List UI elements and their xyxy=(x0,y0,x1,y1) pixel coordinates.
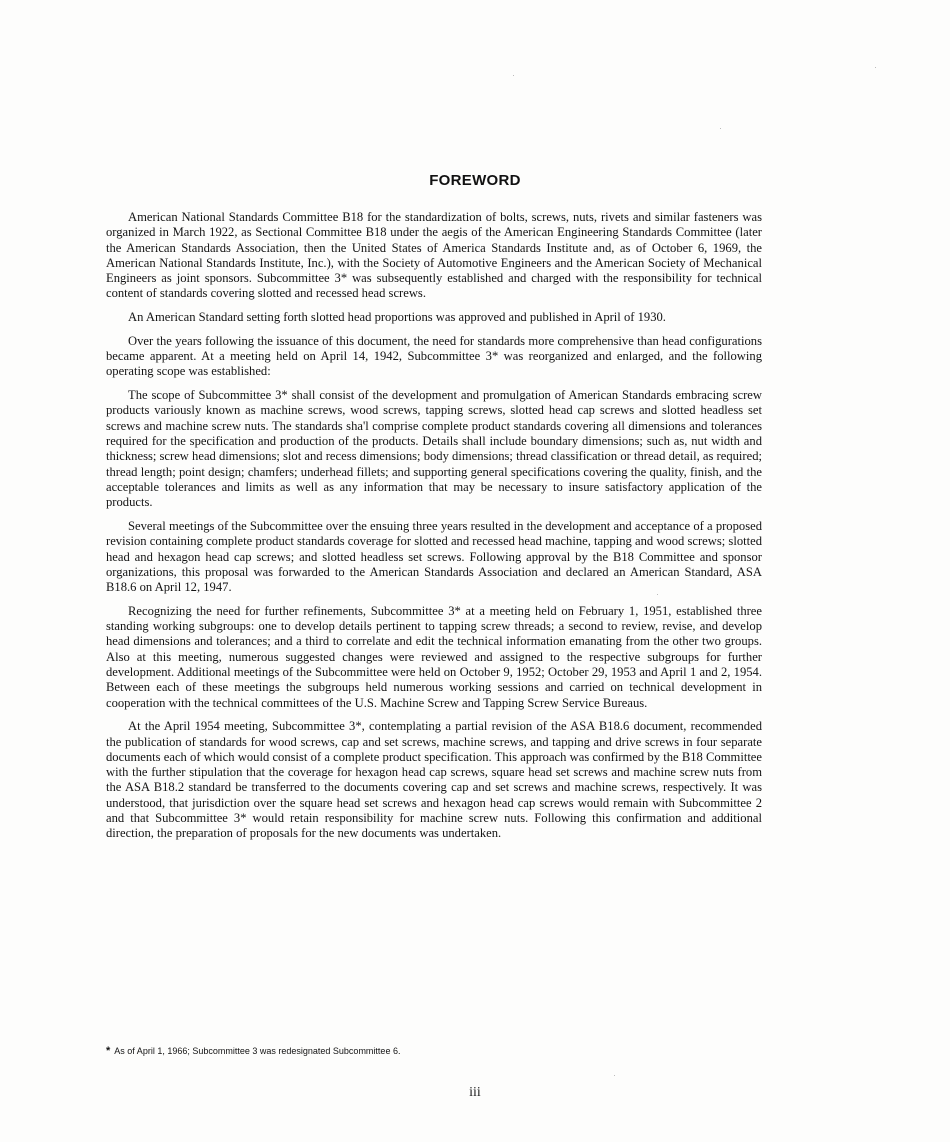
paragraph-subgroups: Recognizing the need for further refinements, Subcommittee 3* at a meeting held on February 1, 1951, established three standing working subgroups: one to develop details pertinent to tapping screw threads; a second to review, revise, and develop head dimensions and tolerances; and a third to correlate and edit the technical information emanating from the other two groups. Also at this meeting, numerous suggested changes were reviewed and assigned to the respective subgroups for further development. Additional meetings of the Subcommittee were held on October 9, 1952; October 29, 1953 and April 1 and 2, 1954. Between each of these meetings the subgroups held numerous working sessions and carried on technical development in cooperation with the technical committees of the U.S. Machine Screw and Tapping Screw Service Bureaus. xyxy=(106,603,762,710)
footnote-mark: * xyxy=(106,1045,111,1057)
paragraph-scope: The scope of Subcommittee 3* shall consist of the development and promulgation of American Standards embracing screw products variously known as machine screws, wood screws, tapping screws, slotted head cap screws and slotted headless set screws and machine screw nuts. The standards sha'l comprise complete product standards covering all dimensions and tolerances required for the specification and production of the products. Details shall include boundary dimensions; such as, nut width and thickness; screw head dimensions; slot and recess dimensions; body dimensions; thread classification or thread detail, as required; thread length; point design; chamfers; underhead fillets; and supporting general specifications covering the quality, finish, and the acceptable tolerances and limits as well as any information that may be necessary to insure satisfactory application of the products. xyxy=(106,388,762,510)
scan-speck xyxy=(657,594,658,595)
scan-speck xyxy=(614,1075,615,1076)
paragraph-1947-standard: Several meetings of the Subcommittee over the ensuing three years resulted in the development and acceptance of a proposed revision containing complete product standards coverage for slotted and recessed head machine, tapping and wood screws; slotted head and hexagon head cap screws; and slotted headless set screws. Following approval by the B18 Committee and sponsor organizations, this proposal was forwarded to the American Standards Association and declared an American Standard, ASA B18.6 on April 12, 1947. xyxy=(106,518,762,595)
footnote-text: As of April 1, 1966; Subcommittee 3 was redesignated Subcommittee 6. xyxy=(114,1046,401,1056)
scan-speck xyxy=(875,67,876,68)
footnote xyxy=(106,1045,762,1057)
paragraph-committee-history: American National Standards Committee B18 for the standardization of bolts, screws, nuts, rivets and similar fasteners was organized in March 1922, as Sectional Committee B18 under the aegis of the American Engineering Standards Committee (later the American Standards Association, then the United States of America Standards Institute and, as of October 6, 1969, the American National Standards Institute, Inc.), with the Society of Automotive Engineers and the American Society of Mechanical Engineers as joint sponsors. Subcommittee 3* was subsequently established and charged with the responsibility for technical content of standards covering slotted and recessed head screws. xyxy=(106,210,762,301)
scan-speck xyxy=(720,128,721,129)
paragraph-reorganization: Over the years following the issuance of this document, the need for standards more comprehensive than head configurations became apparent. At a meeting held on April 14, 1942, Subcommittee 3* was reorganized and enlarged, and the following operating scope was established: xyxy=(106,333,762,379)
page-number: iii xyxy=(469,1085,481,1100)
page-title: FOREWORD xyxy=(429,172,521,189)
foreword-body xyxy=(106,210,762,850)
scan-speck xyxy=(513,75,514,76)
paragraph-1930-standard: An American Standard setting forth slotted head proportions was approved and published in April of 1930. xyxy=(128,310,666,325)
paragraph-1954-meeting: At the April 1954 meeting, Subcommittee 3*, contemplating a partial revision of the ASA B18.6 document, recommended the publication of standards for wood screws, cap and set screws, machine screws, and tapping and drive screws in four separate documents each of which would consist of a complete product specification. This approach was confirmed by the B18 Committee with the further stipulation that the coverage for hexagon head cap screws, square head set screws and machine screw nuts from the ASA B18.2 standard be transferred to the documents covering cap and set screws and machine screws, respectively. It was understood, that jurisdiction over the square head set screws and hexagon head cap screws would remain with Subcommittee 2 and that Subcommittee 3* would retain responsibility for machine screw nuts. Following this confirmation and additional direction, the preparation of proposals for the new documents was undertaken. xyxy=(106,719,762,841)
